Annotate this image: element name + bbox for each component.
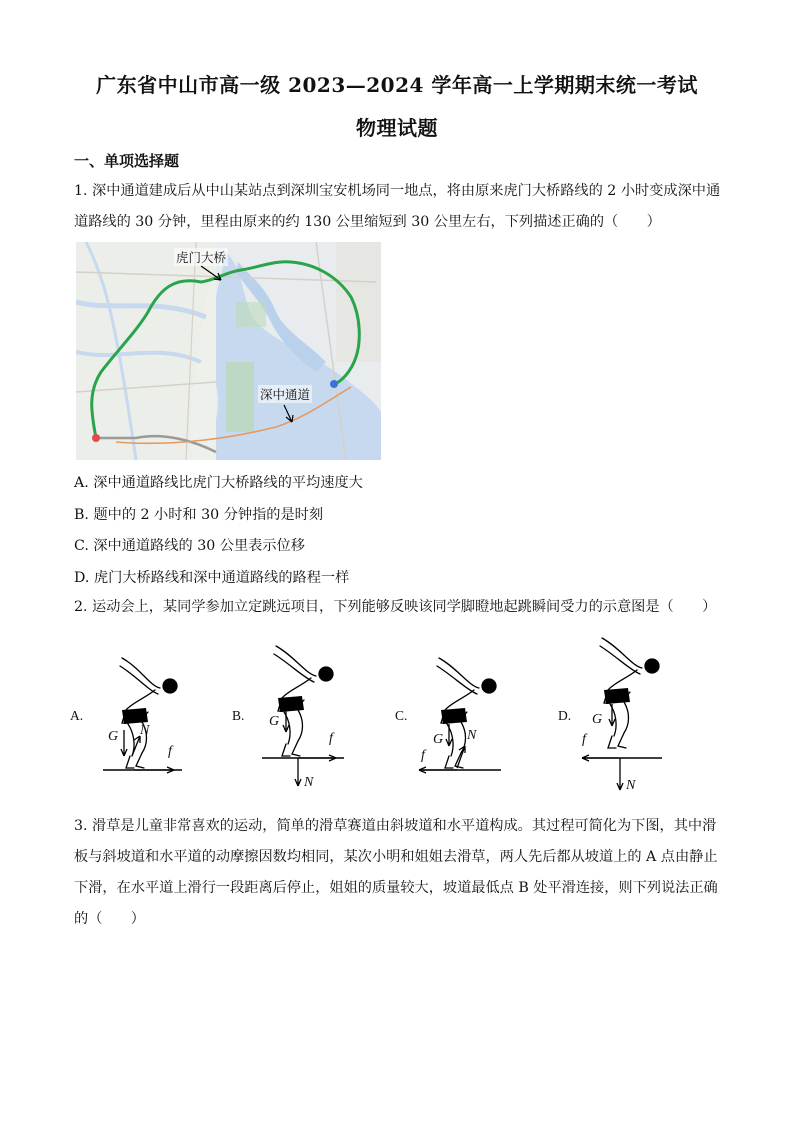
q2-option-d-figure[interactable] [558, 628, 708, 800]
friction-label: f [421, 748, 425, 763]
map-label-humen-bridge: 虎门大桥 [176, 250, 227, 265]
exam-subtitle: 物理试题 [356, 116, 438, 140]
q1-option-d[interactable]: D. 虎门大桥路线和深中通道路线的路程一样 [74, 570, 350, 586]
option-d-label: D. [558, 708, 572, 723]
option-b-label: B. [232, 708, 245, 723]
question-3-stem: 3. 滑草是儿童非常喜欢的运动，简单的滑草赛道由斜坡道和水平道构成。其过程可简化为下图，其中滑板与斜坡道和水平道的动摩擦因数均相同，某次小明和姐姐去滑草，两人先后都从坡道上的 A 点由静止下滑，在水平道上滑行一段距离后停止，姐姐的质量较大，坡道最低点 B 处平滑连接，则下列说法正确的（ ） [74, 818, 718, 927]
option-c-label: C. [395, 708, 408, 723]
q2-option-c-figure[interactable] [395, 628, 545, 800]
normal-force-label: N [140, 723, 150, 738]
question-1-stem: 1. 深中通道建成后从中山某站点到深圳宝安机场同一地点，将由原来虎门大桥路线的 2 小时变成深中通道路线的 30 分钟，里程由原来的约 130 公里缩短到 30 公里左右，下列描述正确的（ ） [74, 183, 721, 230]
q1-option-b[interactable]: B. 题中的 2 小时和 30 分钟指的是时刻 [74, 507, 324, 523]
route-map-graphic [76, 242, 381, 460]
gravity-label: G [269, 714, 280, 729]
section-heading: 一、单项选择题 [74, 152, 180, 170]
question-2-stem: 2. 运动会上，某同学参加立定跳远项目，下列能够反映该同学脚瞪地起跳瞬间受力的示意图是（ ） [74, 599, 717, 615]
q1-option-a[interactable]: A. 深中通道路线比虎门大桥路线的平均速度大 [74, 475, 363, 491]
route-map [76, 242, 381, 460]
map-label-shenzhong-corridor: 深中通道 [260, 387, 311, 402]
friction-label: f [329, 731, 333, 746]
gravity-label: G [108, 729, 119, 744]
normal-force-label: N [467, 728, 477, 743]
q1-option-c[interactable]: C. 深中通道路线的 30 公里表示位移 [74, 538, 305, 554]
force-diagrams [70, 628, 730, 800]
friction-label: f [168, 744, 172, 759]
q2-option-b-figure[interactable] [232, 628, 382, 800]
exam-title: 广东省中山市高一级 2023—2024 学年高一上学期期末统一考试 [96, 73, 698, 97]
gravity-label: G [592, 712, 603, 727]
normal-force-label: N [626, 778, 636, 793]
option-a-label: A. [70, 708, 84, 723]
gravity-label: G [433, 732, 444, 747]
friction-label: f [582, 732, 586, 747]
normal-force-label: N [304, 775, 314, 790]
q2-option-a-figure[interactable] [70, 628, 220, 800]
